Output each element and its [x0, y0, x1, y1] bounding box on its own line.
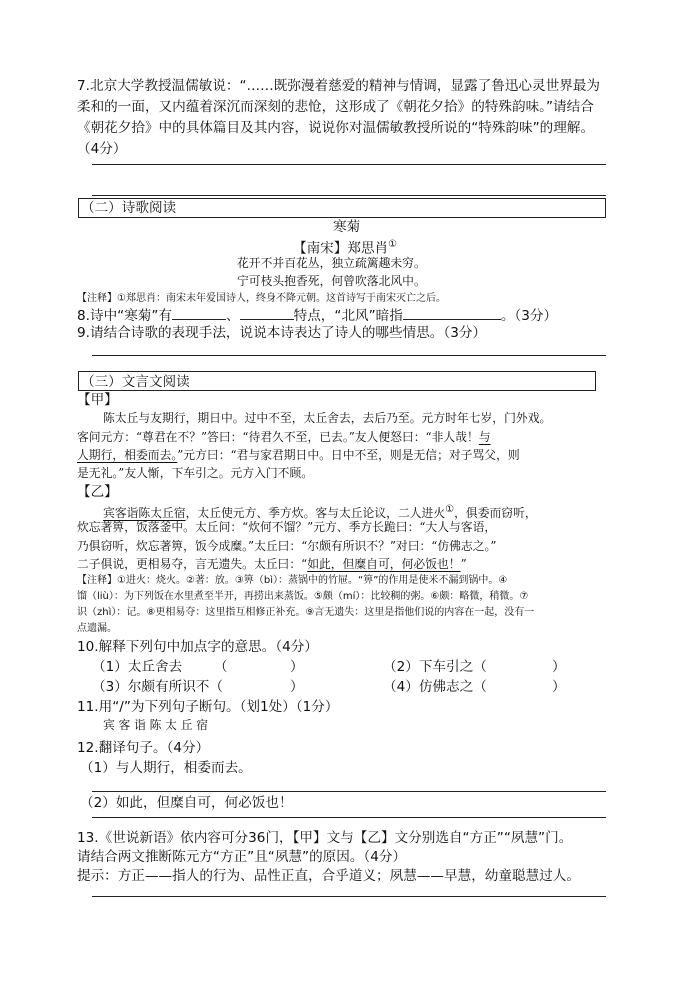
poem-line-1: 花开不并百花丛，独立疏篱趣未穷。: [237, 256, 426, 270]
q11: 11.用“/”为下列句子断句。（划1处）（1分）: [77, 699, 339, 715]
q8-blank-3[interactable]: [403, 305, 501, 320]
jia-line-1: 陈太丘与友期行，期日中。过中不至，太丘舍去，去后乃至。元方时年七岁，门外戏。: [103, 411, 552, 425]
yi-note-4: 点遗漏。: [77, 623, 117, 634]
yi-note-3: 识（zhì）：记。⑧更相易夺：这里指互相修正补充。⑨言无遗失：这里是指他们说的内容在一起，没有一: [77, 607, 535, 618]
answer-line: [92, 791, 606, 792]
q7-line2: 柔和的一面，又内蕴着深沉而深刻的悲怆，这形成了《朝花夕拾》的特殊韵味。”请结合: [77, 99, 594, 115]
paren-close: ）: [552, 679, 566, 695]
q13-hint: 提示：方正——指人的行为、品性正直，合乎道义；夙慧——早慧，幼童聪慧过人。: [77, 868, 580, 884]
q7-line3: 《朝花夕拾》中的具体篇目及其内容，说说你对温儒敏教授所说的“特殊韵味”的理解。: [77, 120, 595, 136]
q10: 10.解释下列句中加点字的意思。（4分）: [77, 639, 318, 655]
yi-line-4: 二子俱说，更相易夺，言无遗失。太丘曰：“如此，但糜自可，何必饭也！”: [77, 557, 467, 571]
q7-line4: （4分）: [77, 141, 127, 157]
paren-close: ）: [290, 679, 304, 695]
q12-item-1: （1）与人期行，相委而去。: [80, 760, 252, 776]
q13-line1: 13.《世说新语》依内容可分36门，【甲】文与【乙】文分别选自“方正”“夙慧”门。: [77, 830, 573, 846]
q13-line2: 请结合两文推断陈元方“方正”且“夙慧”的原因。（4分）: [77, 849, 407, 865]
q8-blank-1[interactable]: [172, 305, 226, 320]
poem-author: 【南宋】郑思肖①: [293, 239, 398, 257]
jia-label: 【甲】: [77, 392, 118, 408]
q8-blank-2[interactable]: [240, 305, 294, 320]
q7-line1: 7.北京大学教授温儒敏说：“……既弥漫着慈爱的精神与情调，显露了鲁迅心灵世界最为: [77, 78, 600, 94]
yi-line-2: 炊忘著箅，饭落釜中。太丘问：“炊何不馏？”元方、季方长跪曰：“大人与客语，: [77, 520, 497, 534]
section2-header: （二）诗歌阅读: [81, 200, 177, 216]
answer-line: [92, 896, 606, 897]
jia-line-2: 客问元方：“尊君在不？”答曰：“待君久不至，已去。”友人便怒曰：“非人哉！与: [77, 430, 491, 444]
answer-line: [92, 355, 606, 356]
answer-line: [92, 817, 606, 818]
jia-line-3: 人期行，相委而去。”元方曰：“君与家君期日中。日中不至，则是无信；对子骂父，则: [77, 448, 520, 462]
poem-note: 【注释】①郑思肖：南宋末年爱国诗人，终身不降元朝。这首诗写于南宋灭亡之后。: [77, 293, 446, 304]
answer-line: [92, 164, 606, 165]
q12-item-2: （2）如此，但糜自可，何必饭也！: [80, 795, 293, 811]
poem-title: 寒菊: [333, 219, 361, 235]
q8: 8.诗中“寒菊”有 、 特点，“北风”暗指 。（3分）: [77, 305, 557, 326]
yi-label: 【乙】: [77, 484, 118, 500]
yi-line-3: 乃俱窃听，炊忘著箅，饭今成糜。”太丘曰：“尔颇有所识不？”对曰：“仿佛志之。”: [77, 539, 497, 553]
jia-line-4: 是无礼。”友人惭，下车引之。元方入门不顾。: [77, 466, 314, 480]
yi-line-1: 宾客诣陈太丘宿，太丘使元方、季方炊。客与太丘论议，二人进火①，俱委而窃听，: [103, 504, 537, 520]
q12: 12.翻译句子。（4分）: [77, 740, 210, 756]
yi-note-2: 馏（liù）：为下列饭在水里煮至半开，再捞出来蒸饭。⑤颇（mí）：比较稠的粥。⑥颇：略微，稍微。⑦: [77, 591, 529, 602]
paren-close: ）: [290, 659, 304, 675]
paren-close: ）: [552, 659, 566, 675]
answer-line: [92, 195, 606, 196]
q10-item-4: （4）仿佛志之（: [383, 679, 487, 695]
q10-item-3: （3）尔颇有所识不（: [92, 679, 223, 695]
paren-open: （: [214, 659, 228, 675]
yi-note-1: 【注释】①进火：烧火。②著：放。③箅（bì）：蒸锅中的竹屉。“箅”的作用是使米不漏到锅中。④: [77, 575, 508, 586]
q10-item-1: （1）太丘舍去: [92, 659, 183, 675]
section3-header: （三）文言文阅读: [81, 374, 190, 390]
q9: 9.请结合诗歌的表现手法，说说本诗表达了诗人的哪些情思。（3分）: [77, 325, 487, 341]
q10-item-2: （2）下车引之（: [383, 659, 487, 675]
q11-sentence: 宾 客 诣 陈 太 丘 宿: [103, 718, 209, 732]
poem-line-2: 宁可枝头抱香死，何曾吹落北风中。: [237, 274, 426, 288]
